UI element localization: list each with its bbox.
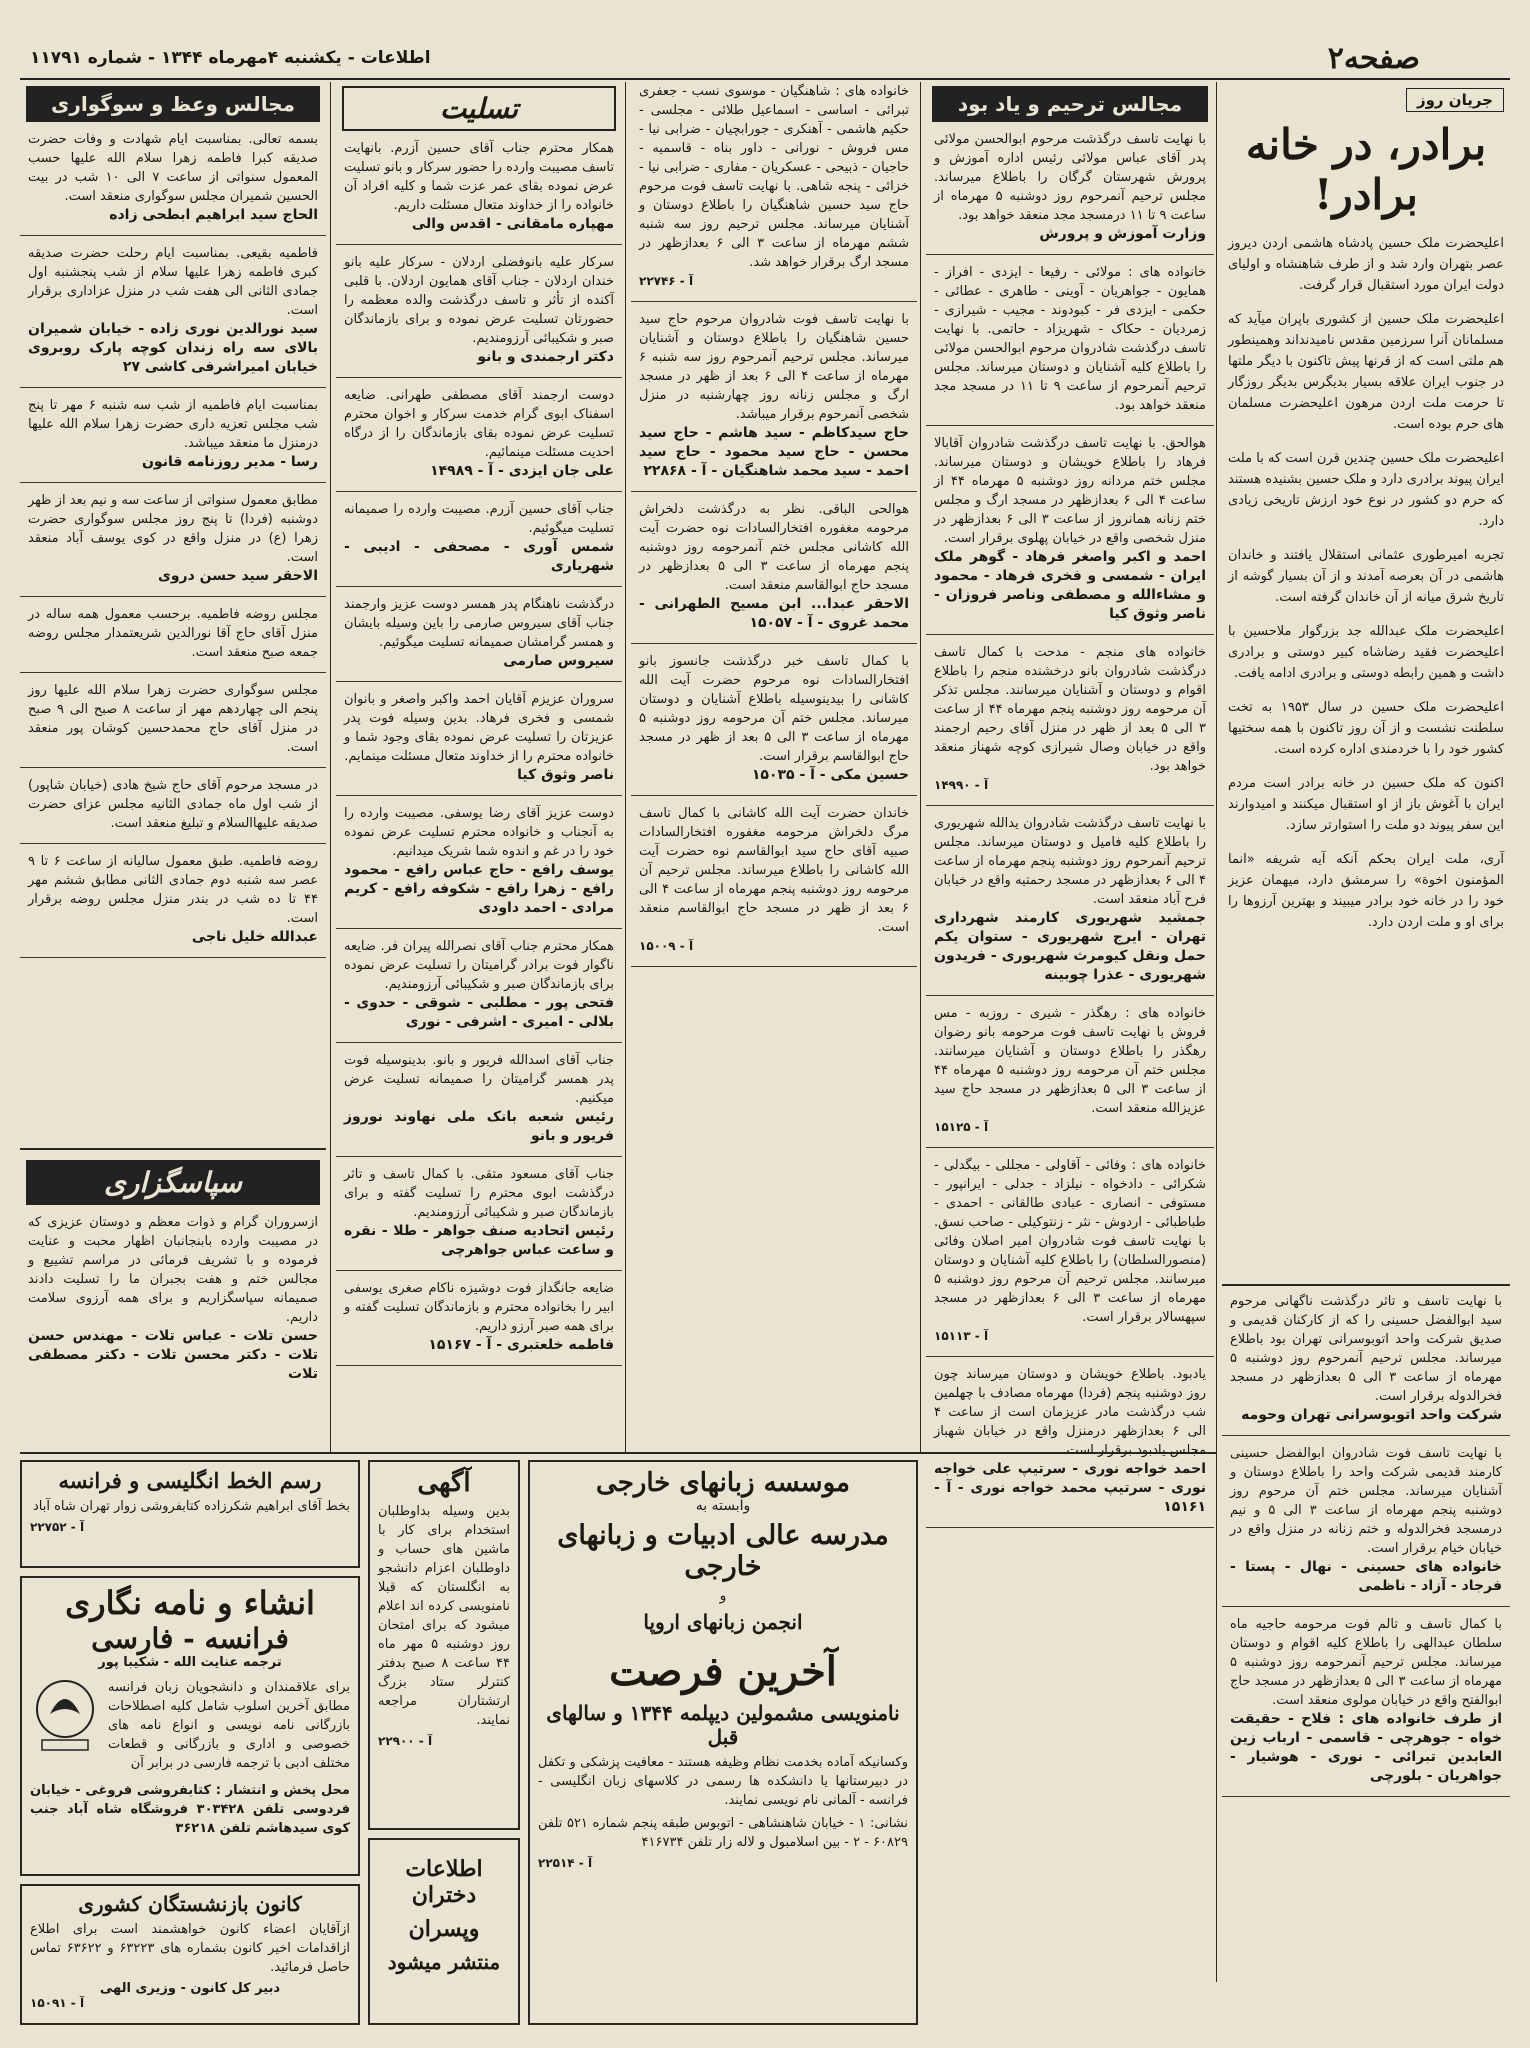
- column-label: جریان روز: [1406, 88, 1504, 112]
- notice: روضه فاطمیه. طبق معمول سالیانه از ساعت ۶ تا ۹ عصر سه شنبه دوم جمادی الثانی مطابق ششم مهر ۴۴ تا ده شب در بندر منزل مجلس روضه برقرار است. عبدالله خلیل ناجی: [20, 852, 326, 958]
- ad-line: وپسران: [408, 1916, 480, 1942]
- column-rule: [920, 82, 921, 1452]
- section-heading: تسلیت: [342, 86, 616, 131]
- ad-address: نشانی: ۱ - خیابان شاهنشاهی - اتوبوس طبقه پنجم شماره ۵۲۱ تلفن ۶۰۸۲۹ - ۲ - بین اسلامبول و لاله زار تلفن ۴۱۶۷۳۴: [538, 1816, 908, 1850]
- ad-body: برای علاقمندان و دانشجویان زبان فرانسه مطابق آخرین اسلوب شامل کلیه اصطلاحات بازرگانی نامه نویسی و انواع نامه های خصوصی و اداری و بازرگانی و قطعات مختلف ادبی با ترجمه فارسی در برابر آن: [108, 1680, 350, 1771]
- notice: با نهایت تاسف درگذشت مرحوم ابوالحسن مولائی پدر آقای عباس مولائی رئیس اداره آموزش و پرورش شهرستان گرگان را باطلاع میرساند. مجلس ترحیم آنمرحوم روز دوشنبه ۵ مهرماه از ساعت ۹ تا ۱۱ درمسجد مجد منعقد خواهد بود. وزارت آموزش و پرورش: [926, 130, 1214, 255]
- notice: جناب آقای مسعود متقی. با کمال تاسف و تاثر درگذشت ابوی محترم را تسلیت گفته و برای بازماندگان صبر و شکیبائی آرزومندیم. رئیس اتحادیه صنف جواهر - طلا - نقره و ساعت عباس جواهرچی: [336, 1165, 622, 1271]
- issue-info: اطلاعات - یکشنبه ۴مهرماه ۱۳۴۴ - شماره ۱۱۷۹۱: [30, 48, 431, 68]
- ad-headline: آخرین فرصت: [609, 1648, 837, 1695]
- notice: سرکار علیه بانوفضلی اردلان - سرکار علیه بانو خندان اردلان - جناب آقای همایون اردلان. با قلبی آکنده از تأثر و تاسف درگذشت والده معظمه را حضورتان تسلیت عرض نموده و برای بازماندگان صبر و شکیبائی آرزومندیم. دکتر ارجمندی و بانو: [336, 253, 622, 378]
- ad-title: رسم الخط انگلیسی و فرانسه: [58, 1468, 322, 1493]
- notice: مجلس روضه فاطمیه. برحسب معمول همه ساله در منزل آقای حاج آقا نورالدین شریعتمدار مجلس روضه جمعه صبح منعقد است.: [20, 605, 326, 673]
- ad-title: انشاء و نامه نگاری: [65, 1584, 315, 1622]
- notice: جناب آقای اسدالله فریور و بانو. بدینوسیله فوت پدر همسر گرامیتان را صمیمانه تسلیت عرض میکنیم. رئیس شعبه بانک ملی نهاوند نوروز فریور و بانو: [336, 1051, 622, 1157]
- notice: بمناسبت ایام فاطمیه از شب سه شنبه ۶ مهر تا پنج شب مجلس تعزیه داری حضرت زهرا سلام الله علیها درمنزل ما منعقد میباشد. رسا - مدیر روزنامه قانون: [20, 396, 326, 483]
- notice: فاطمیه بقیعی. بمناسبت ایام رحلت حضرت صدیقه کبری فاطمه زهرا علیها سلام از شب پنجشنبه اول جمادی الثانی الی هفت شب در منزل عزاداری برقرار است. سید نورالدین نوری زاده - خیابان شمیران بالای سه راه زندان کوچه پارک روبروی خیابان امیراشرفی کاشی ۲۷: [20, 244, 326, 388]
- ad-author: ترجمه عنایت الله - شکیبا پور: [98, 1655, 282, 1670]
- notice: هوالحق. با نهایت تاسف درگذشت شادروان آقابالا فرهاد را باطلاع خویشان و دوستان میرساند. مجلس ختم مردانه روز دوشنبه ۵ مهرماه ۴۴ از ساعت ۴ الی ۶ بعدازظهر در مسجد ارگ و مجلس ختم زنانه همانروز از ساعت ۳ الی ۶ بعدازظهر در منزل شخصی واقع در خیابان پهلوی برقرار است. احمد و اکبر واصغر فرهاد - گوهر ملک ایران - شمسی و فخری فرهاد - محمود و مشاءالله و مصطفی وناصر فروزان - ناصر وثوق کیا: [926, 434, 1214, 635]
- right-notices-column: [1222, 1292, 1510, 2032]
- article-paragraph: تجربه امیرطوری عثمانی استقلال یافتند و خاندان هاشمی در آن بعرصه آمدند و از آن بسیار گوشه از تاریخ شرق میانه از آن خاندان گرفته است.: [1228, 548, 1504, 605]
- ad-ref: آ - ۲۲۹۰۰: [378, 1734, 433, 1748]
- column-rule: [330, 82, 331, 1452]
- notice: هوالحی الباقی. نظر به درگذشت دلخراش مرحومه مغفوره افتخارالسادات نوه حضرت آیت الله کاشانی مجلس ختم آنمرحومه روز دوشنبه پنجم مهرماه از ساعت ۳ الی ۵ بعدازظهر در مسجد حاج ابوالقاسم منعقد است. الاحقر عبدا... ابن مسیح الطهرانی - محمد غروی - آ - ۱۵۰۵۷: [631, 500, 917, 644]
- composition-book-ad: [20, 1576, 360, 1876]
- column-rule: [1216, 82, 1217, 1982]
- ad-subtitle: فرانسه - فارسی: [91, 1622, 289, 1655]
- language-school-ad: [528, 1460, 918, 2025]
- section-rule: [1222, 1284, 1510, 1286]
- memorial-column: [926, 82, 1214, 2012]
- ad-association: انجمن زبانهای اروپا: [643, 1610, 803, 1634]
- notice: بسمه تعالی. بمناسبت ایام شهادت و وفات حضرت صدیقه کبرا فاطمه زهرا سلام الله علیها حسب المعمول سنواتی از ساعت ۷ الی ۱۰ شب در بیت الحسین شمیران مجلس سوگواری منعقد است. الحاج سید ابراهیم ابطحی زاده: [20, 130, 326, 236]
- column-rule: [625, 82, 626, 1452]
- calligraphy-ad: [20, 1460, 360, 1568]
- notice: همکار محترم جناب آقای نصرالله پیران فر. ضایعه ناگوار فوت برادر گرامیتان را تسلیت عرض نموده برای بازماندگان صبر و شکیبائی آرزومندیم. فتحی پور - مطلبی - شوقی - حدوی - بلالی - امیری - اشرفی - نوری: [336, 937, 622, 1043]
- ad-body: وکسانیکه آماده بخدمت نظام وظیفه هستند - معافیت پزشکی و تکفل در دبیرستانها یا دانشکده ها رسمی در کلاسهای زبان انگلیسی - فرانسه - آلمانی نام نویسی نمایند.: [538, 1755, 908, 1808]
- notice: مجلس سوگواری حضرت زهرا سلام الله علیها روز پنجم الی چهاردهم مهر از ساعت ۸ صبح الی ۹ صبح در منزل آقای حاج محمدحسین کوشان پور منعقد است.: [20, 681, 326, 768]
- ad-ref: آ - ۲۲۷۵۲: [30, 1520, 85, 1534]
- notice: با کمال تاسف خبر درگذشت جانسوز بانو افتخارالسادات نوه مرحوم حضرت آیت الله کاشانی را بیدینوسیله باطلاع آشنایان و دوستان میرساند. مجلس ختم آن مرحومه روز دوشنبه ۵ مهرماه از ساعت ۳ الی ۵ بعد از ظهر در مسجد حاج ابوالقاسم برقرار است. حسین مکی - آ - ۱۵۰۳۵: [631, 652, 917, 796]
- ad-body: ازآقایان اعضاء کانون خواهشمند است برای اطلاع ازاقدامات اخیر کانون بشماره های ۶۳۲۲۳ و ۶۳۶۲۲ تماس حاصل فرمائید.: [30, 1922, 350, 1975]
- notice: با نهایت تاسف و تاثر درگذشت ناگهانی مرحوم سید ابوالفضل حسینی را که از کارکنان قدیمی و صدیق شرکت واحد اتوبوسرانی تهران بود باطلاع میرساند. مجلس ترحیم آنمرحوم روز دوشنبه ۵ مهرماه از ساعت ۳ الی ۵ بعدازظهر در مسجد فخرالدوله برقرار است. شرکت واحد اتوبوسرانی تهران وحومه: [1222, 1292, 1510, 1436]
- notice: با کمال تاسف و تالم فوت مرحومه حاجیه ماه سلطان عبدالهی را باطلاع کلیه اقوام و دوستان میرساند. مجلس ترحیم آنمرحومه روز دوشنبه ۵ مهرماه از ساعت ۳ الی ۵ بعدازظهر در مسجد حاج ابوالفتح واقع در خیابان مولوی منعقد است. از طرف خانواده های : فلاح - حقیقت خواه - جوهرچی - قاسمی - ارباب زین العابدین تبرائی - نوری - هوشیار - جواهریان - بلورچی: [1222, 1615, 1510, 1797]
- notice: جناب آقای حسین آزرم. مصیبت وارده را صمیمانه تسلیت میگوئیم. شمس آوری - مصحفی - ادیبی - شهریاری: [336, 500, 622, 587]
- ad-title: آگهی: [417, 1468, 471, 1498]
- notice: درگذشت ناهنگام پدر همسر دوست عزیز وارجمند جناب آقای سیروس صارمی را باین وسیله بایشان و همسر گرامشان صمیمانه تسلیت میگوئیم. سیروس صارمی: [336, 595, 622, 682]
- employment-notice-ad: [368, 1460, 520, 1830]
- ad-college: مدرسه عالی ادبیات و زبانهای خارجی: [557, 1520, 889, 1582]
- ad-body: بدین وسیله بداوطلبان استخدام برای کار با ماشین های حساب و داوطلبان اعزام دانشجو به انگلستان که قبلا نامنویسی کرده اند اعلام میشود که برای امتحان روز دوشنبه ۵ مهر ماه ۴۴ ساعت ۸ صبح بدفتر کنترلر ستاد بزرگ ارتشتاران مراجعه نمایند.: [378, 1504, 510, 1728]
- section-rule: [20, 1148, 326, 1150]
- ad-sign: دبیر کل کانون - وزیری الهی: [99, 1981, 281, 1996]
- article-paragraph: اعلیحضرت ملک حسین در سال ۱۹۵۳ به تخت سلطنت نشست و از آن روز تاکنون با همه سختیها کشور خود را با خردمندی اداره کرده است.: [1228, 700, 1504, 757]
- ad-content: [30, 1674, 350, 1777]
- section-heading: سپاسگزاری: [26, 1160, 320, 1205]
- notice: دوست عزیز آقای رضا یوسفی. مصیبت وارده را به آنجناب و خانواده محترم تسلیت عرض نموده خود را در غم و اندوه شما شریک میدانیم. یوسف رافع - حاج عباس رافع - محمود رافع - زهرا رافع - شکوفه رافع - کریم مرادی - احمد داودی: [336, 804, 622, 929]
- notice: همکار محترم جناب آقای حسین آزرم. بانهایت تاسف مصیبت وارده را حضور سرکار و بانو تسلیت عرض نموده بقای عمر عزت شما و کلیه افراد آن خانواده را از خداوند متعال مسئلت داریم. مهپاره مامقانی - اقدس والی: [336, 139, 622, 245]
- article-paragraph: اعلیحضرت ملک حسین چندین قرن است که با ملت ایران پیوند برادری دارد و ملک حسین بشنیده هستند که حرم دو کشور در نوع خود ارزش تاریخی زیادی دارد.: [1228, 451, 1504, 529]
- condolence-column: [336, 82, 622, 1450]
- notice: خانواده های : شاهنگیان - موسوی نسب - جعفری تبرائی - اساسی - اسماعیل طلائی - مجلسی - حکیم هاشمی - آهنکری - جورابچیان - ضرابی نیا - مس فروش - نورانی - داور بناه - قاسمیه - حاجیان - ذبیحی - عسکریان - مفاری - ضرابی نیا - خزائی - پنجه شاهی. با نهایت تاسف فوت مرحوم حاج سید حسین شاهنگیان را باطلاع دوستان و آشنایان میرساند. مجلس ترحیم روز سه شنبه ششم مهرماه از ساعت ۳ الی ۶ بعدازظهر در مسجد ارگ برقرار خواهد شد. آ - ۲۲۷۴۶: [631, 82, 917, 302]
- ad-ref: آ - ۱۵۰۹۱: [30, 1996, 85, 2010]
- notice: خانواده های : وفائی - آقاولی - مجللی - بیگدلی - شکرائی - دادخواه - نیلزاد - جدلی - ایرانپور - مستوفی - انصاری - عبادی طالقانی - احمدی - طباطبائی - اردوش - نثر - زنتوکیلی - صاحب نسق. با نهایت تاسف فوت شادروان امیر اصلان وفائی (منصورالسلطان) را باطلاع کلیه آشنایان و دوستان میرسانند. مجلس ترحیم آن مرحوم روز دوشنبه ۵ مهرماه از ساعت ۳ الی ۶ بعدازظهر در مسجد سپهسالار برقرار است. آ - ۱۵۱۱۳: [926, 1156, 1214, 1357]
- current-affairs-column: [1222, 82, 1510, 1282]
- article-paragraph: اعلیحضرت ملک حسین از کشوری باپران میآید که مسلمانان آنرا سرزمین مقدس نامیدنداند وهمینطور هم ملتی است که از قرنها پیش تاکنون با دیگر ملتها در جنوب ایران علاقه بسیار بدیگرس بدیگر روزگار تا حرمت ملت اردن مرهون اعلیحضرت مسلمان های حرم بوده است.: [1228, 312, 1504, 432]
- article-paragraph: آری، ملت ایران بحکم آنکه آیه شریفه «انما المؤمنون اخوة» را سرمشق دارد، میهمان عزیز خود را در خانه خود برادر میبیند و بهترین آرزوها را برای او و ملت اردن دارد.: [1228, 852, 1504, 930]
- ettelaat-kids-ad: [368, 1838, 520, 2025]
- article-paragraph: اعلیحضرت ملک عبدالله جد بزرگوار ملاحسین با اعلیحضرت فقید رضاشاه کبیر دوستی و برادری داشت و همین رابطه دوستی و برادری ادامه یافت.: [1228, 624, 1504, 681]
- article-paragraph: اکنون که ملک حسین در خانه برادر است مردم ایران با آغوش باز از او استقبال میکنند و امیدوارند این سفر پیوند دو ملت را استوارتر سازد.: [1228, 776, 1504, 833]
- notice: خانواده های منجم - مدحت با کمال تاسف درگذشت شادروان بانو درخشنده منجم را باطلاع اقوام و دوستان و آشنایان میرسانند. مجلس تذکر آن مرحومه روز دوشنبه پنجم مهرماه ۴۴ از ساعت ۳ الی ۵ بعد از ظهر در منزل آقای رحیم ارجمند واقع در خیابان وصال شیرازی کوچه شهناز منعقد خواهد بود. آ - ۱۴۹۹۰: [926, 643, 1214, 806]
- article-paragraph: اعلیحضرت ملک حسین پادشاه هاشمی اردن دیروز عصر بتهران وارد شد و از طرف شاهنشاه و اولیای دولت ایران مورد استقبال قرار گرفت.: [1228, 236, 1504, 293]
- book-emblem-icon: [30, 1674, 100, 1754]
- notice: مطابق معمول سنواتی از ساعت سه و نیم بعد از ظهر دوشنبه (فردا) تا پنج روز مجلس سوگواری حضرت زهرا (ع) در منزل واقع در کوی یوسف آباد منعقد است. الاحقر سید حسن دروی: [20, 491, 326, 597]
- ad-ref: آ - ۲۲۵۱۴: [538, 1856, 593, 1870]
- ad-title: موسسه زبانهای خارجی: [596, 1468, 850, 1498]
- notice: با نهایت تاسف درگذشت شادروان یدالله شهریوری را باطلاع کلیه فامیل و دوستان میرساند. مجلس ترحیم آنمرحوم روز دوشنبه پنجم مهرماه از ساعت ۴ الی ۶ بعدازظهر در مسجد رحمتیه واقع در خیابان فرح آباد منعقد است. جمشید شهریوری کارمند شهرداری تهران - ایرج شهریوری - ستوان یکم حمل ونقل کیومرث شهریوری - فریدون شهریوری - عذرا چوبینه: [926, 814, 1214, 996]
- section-heading: مجالس وعظ و سوگواری: [26, 86, 320, 122]
- article-body: [1222, 233, 1510, 933]
- page-number: صفحه۲: [1327, 40, 1420, 76]
- ad-line: اطلاعات دختران: [405, 1856, 483, 1908]
- notice: یادبود. باطلاع خویشان و دوستان میرساند چون روز دوشنبه پنجم (فردا) مهرماه مصادف با چهلمین شب درگذشت مادر عزیزمان است از ساعت ۴ الی ۶ بعدازظهر درمنزل واقع در خیابان شهباز مجلس یادبود برقرار است. احمد خواجه نوری - سرتیپ علی خواجه نوری - سرتیپ محمد خواجه نوری - آ - ۱۵۱۶۱: [926, 1365, 1214, 1528]
- ad-title: کانون بازنشستگان کشوری: [78, 1892, 302, 1916]
- notice: در مسجد مرحوم آقای حاج شیخ هادی (خیابان شاپور) از شب اول ماه جمادی الثانیه مجلس عزای حضرت صدیقه علیهاالسلام و تبلیغ منعقد است.: [20, 776, 326, 844]
- ad-subheadline: نامنویسی مشمولین دیپلمه ۱۳۴۴ و سالهای قبل: [546, 1701, 900, 1749]
- notice: با نهایت تاسف فوت شادروان مرحوم حاج سید حسین شاهنگیان را باطلاع دوستان و آشنایان میرساند. مجلس ترحیم آنمرحوم روز سه شنبه ۶ مهرماه از ساعت ۴ الی ۶ بعد از ظهر در مسجد ارگ و مجلس زنانه روز چهارشنبه در منزل شخصی آنمرحوم برقرار میباشد. حاج سیدکاظم - سید هاشم - حاج سید محسن - حاج سید محمود - حاج سید احمد - سید محمد شاهنگیان - آ - ۲۲۸۶۸: [631, 310, 917, 492]
- article-title: برادر، در خانه برادر!: [1245, 120, 1487, 219]
- family-notices-column: [631, 82, 917, 1450]
- notice: با نهایت تاسف فوت شادروان ابوالفضل حسینی کارمند قدیمی شرکت واحد را باطلاع دوستان و آشنایان میرساند. مجلس ختم آن مرحوم روز دوشنبه پنجم مهرماه از ساعت ۳ الی ۵ و نیم درمسجد فخرالدوله و ختم زنانه در منزل واقع در خیابان خیام برقرار است. خانواده های حسینی - نهال - پستا - فرجاد - آزاد - ناظمی: [1222, 1444, 1510, 1607]
- ad-affiliation: وابسته به: [695, 1498, 751, 1514]
- ad-body: بخط آقای ابراهیم شکرزاده کتابفروشی زوار تهران شاه آباد: [32, 1499, 350, 1514]
- thanks-section: [20, 1156, 326, 1446]
- notice: دوست ارجمند آقای مصطفی طهرانی. ضایعه اسفناک ابوی گرام خدمت سرکار و اخوان محترم تسلیت عرض نموده بقای بازماندگان را از درگاه احدیت مسئلت مینمائیم. علی جان ایزدی - آ - ۱۴۹۸۹: [336, 386, 622, 492]
- notice: خانواده های : رهگذر - شیری - روزبه - مس فروش با نهایت تاسف فوت مرحومه بانو رضوان رهگذر را باطلاع دوستان و آشنایان میرسانند. مجلس ختم آن مرحومه روز دوشنبه ۵ مهرماه ۴۴ از ساعت ۳ الی ۵ بعدازظهر در مسجد حاج سید عزیزالله منعقد است. آ - ۱۵۱۲۵: [926, 1004, 1214, 1148]
- notice: خاندان حضرت آیت الله کاشانی با کمال تاسف مرگ دلخراش مرحومه مغفوره افتخارالسادات صبیه آقای حاج سید ابوالقاسم نوه حضرت آیت الله کاشانی را باطلاع میرساند. مجلس ترحیم آن مرحومه روز دوشنبه پنجم مهرماه از ساعت ۴ الی ۶ بعد از ظهر در مسجد حاج ابوالقاسم منعقد است. آ - ۱۵۰۰۹: [631, 804, 917, 967]
- ad-line: منتشر میشود: [387, 1950, 501, 1974]
- section-heading: مجالس ترحیم و یاد بود: [932, 86, 1208, 122]
- notice: ازسروران گرام و ذوات معظم و دوستان عزیزی که در مصیبت وارده بابنجانبان اظهار محبت و عنایت فرموده و با تشریف فرمائی در مراسم تشییع و مجالس ختم و هفت بجبران ما را تسلیت دادند صمیمانه سپاسگزاریم و برای همه آرزوی سلامت داریم. حسن تلات - عباس تلات - مهندس حسن تلات - دکتر محسن تلات - دکتر مصطفی تلات: [28, 1215, 318, 1382]
- notice: ضایعه جانگداز فوت دوشیزه ناکام صغری یوسفی ابیر را بخانواده محترم و بازماندگان تسلیت گفته و برای همه صبر آرزو داریم. فاطمه خلعتبری - آ - ۱۵۱۶۷: [336, 1279, 622, 1366]
- retirees-association-ad: [20, 1884, 360, 2025]
- notice: خانواده های : مولائی - رفیعا - ایزدی - افراز - همایون - جواهریان - آوینی - طاهری - عطائی - حکمی - ایزدی فر - کبودوند - مجیب - شیرازی - زمردیان - حکاک - شهریزاد - حاتمی. با نهایت تاسف درگذشت شادروان مرحوم ابوالحسن مولائی را باطلاع کلیه آشنایان و دوستان میرساند. مجلس ترحیم آنمرحوم از ساعت ۹ تا ۱۱ در مسجد مجد منعقد خواهد بود.: [926, 263, 1214, 426]
- ad-and: و: [719, 1588, 727, 1604]
- notice: سروران عزیزم آقایان احمد واکبر واصغر و بانوان شمسی و فخری فرهاد. بدین وسیله فوت پدر عزیزتان را تسلیت عرض نموده بقای وجود شما و خانواده محترم را از خداوند متعال مسئلت مینمایم. ناصر وثوق کیا: [336, 690, 622, 796]
- ad-publisher: محل پخش و انتشار : کتابفروشی فروغی - خیابان فردوسی تلفن ۳۰۳۴۲۸ فروشگاه شاه آباد جنب کوی سیدهاشم تلفن ۳۶۲۱۸: [30, 1783, 350, 1836]
- page-header: [20, 38, 1510, 80]
